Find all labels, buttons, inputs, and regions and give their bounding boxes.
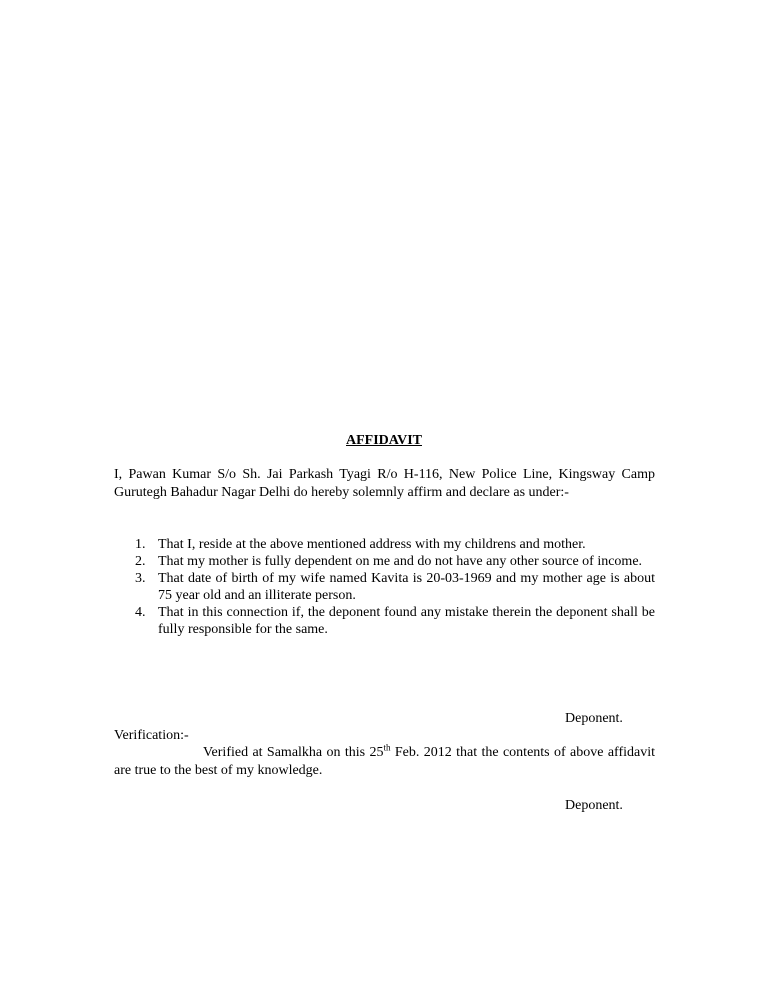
list-item-text: That in this connection if, the deponent found any mistake therein the deponent shall be fully responsible for the same. [158,605,655,637]
list-item [114,536,655,553]
list-item [114,553,655,570]
list-item [114,570,655,604]
list-item [114,604,655,638]
list-item-number: 4. [135,605,146,620]
verification-text-part1: Verified at Samalkha on this 25 [203,745,384,760]
list-item-text: That my mother is fully dependent on me and do not have any other source of income. [158,554,643,569]
deponent-label-2: Deponent. [565,798,623,813]
list-item-number: 3. [135,571,146,586]
list-item-number: 2. [135,554,146,569]
verification-paragraph [114,744,655,780]
list-item-number: 1. [135,537,146,552]
declaration-list [114,536,655,638]
deponent-label-1: Deponent. [565,711,623,726]
verification-text-part2: Feb. 2012 that the contents of above affidavit are true to the best of my knowledge. [114,745,655,778]
verification-heading: Verification:- [114,728,189,743]
document-title: AFFIDAVIT [346,433,422,448]
verification-date-suffix: th [383,742,391,753]
intro-paragraph: I, Pawan Kumar S/o Sh. Jai Parkash Tyagi R/o H-116, New Police Line, Kingsway Camp Gurutegh Bahadur Nagar Delhi do hereby solemnly affirm and declare as under:- [114,467,655,500]
list-item-text: That I, reside at the above mentioned address with my childrens and mother. [158,537,586,552]
list-item-text: That date of birth of my wife named Kavita is 20-03-1969 and my mother age is about 75 year old and an illiterate person. [158,571,655,603]
